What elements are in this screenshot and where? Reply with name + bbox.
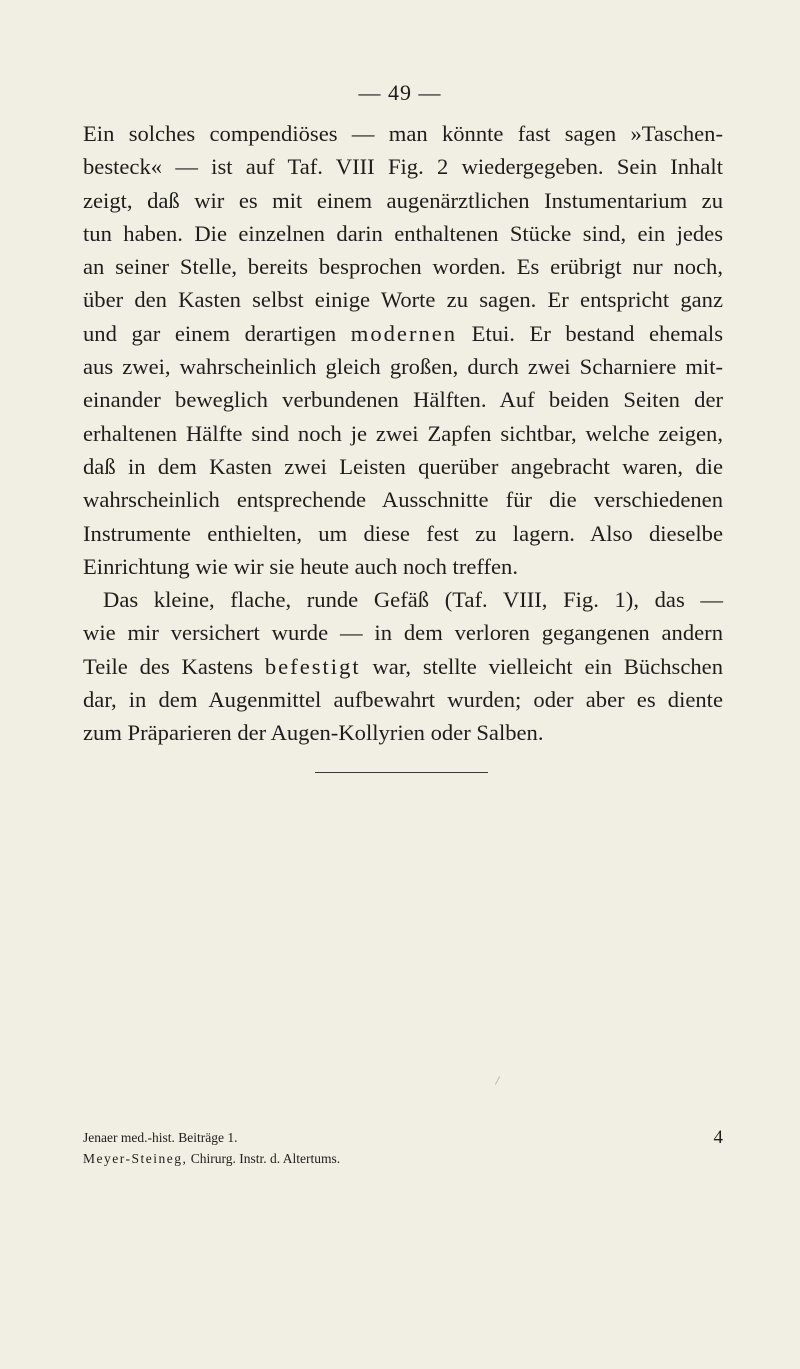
text-line: aus zwei, wahrscheinlich gleich großen, durch zwei Scharniere mit-: [83, 354, 723, 380]
footer-series: Jenaer med.-hist. Beiträge 1.: [83, 1130, 238, 1145]
footer-work: Chirurg. Instr. d. Altertums.: [190, 1151, 341, 1166]
separator-rule: [315, 772, 488, 773]
text-segment: Etui. Er bestand ehemals: [471, 320, 723, 346]
body-text: [83, 117, 723, 750]
text-line: zum Präparieren der Augen-Kollyrien oder Salben.: [83, 720, 544, 746]
text-line: einander beweglich verbundenen Hälften. Auf beiden Seiten der: [83, 387, 723, 413]
text-segment: war, stellte vielleicht ein Büchschen: [372, 653, 723, 679]
sheet-signature: 4: [713, 1127, 723, 1148]
text-line: zeigt, daß wir es mit einem augenärztlichen Instumentarium zu: [83, 187, 723, 213]
text-line: Das kleine, flache, runde Gefäß (Taf. VIII, Fig. 1), das —: [103, 587, 723, 613]
text-line: erhaltenen Hälfte sind noch je zwei Zapfen sichtbar, welche zeigen,: [83, 420, 723, 446]
footer-author: Meyer-Steineg,: [83, 1151, 188, 1166]
emphasized-word: befestigt: [264, 653, 361, 679]
text-line: über den Kasten selbst einige Worte zu sagen. Er entspricht ganz: [83, 287, 723, 313]
text-segment: Teile des Kastens: [83, 653, 254, 679]
text-line: an seiner Stelle, bereits besprochen worden. Es erübrigt nur noch,: [83, 254, 723, 280]
stray-mark: [495, 1076, 500, 1084]
text-line: besteck« — ist auf Taf. VIII Fig. 2 wiedergegeben. Sein Inhalt: [83, 154, 723, 180]
footer-citation: [83, 1148, 723, 1169]
text-line: Einrichtung wie wir sie heute auch noch treffen.: [83, 553, 518, 579]
text-line: [83, 650, 723, 683]
text-line: daß in dem Kasten zwei Leisten querüber angebracht waren, die: [83, 453, 723, 479]
emphasized-word: modernen: [350, 320, 458, 346]
page-number: — 49 —: [358, 80, 442, 105]
text-line: dar, in dem Augenmittel aufbewahrt wurden; oder aber es diente: [83, 687, 723, 713]
text-line: Instrumente enthielten, um diese fest zu lagern. Also dieselbe: [83, 520, 723, 546]
text-line: [83, 317, 723, 350]
signature-footer: [83, 1127, 723, 1169]
text-line: wie mir versichert wurde — in dem verloren gegangenen andern: [83, 620, 723, 646]
text-line: wahrscheinlich entsprechende Ausschnitte für die verschiedenen: [83, 487, 723, 513]
text-line: Ein solches compendiöses — man könnte fast sagen »Taschen-: [83, 121, 723, 146]
text-segment: und gar einem derartigen: [83, 320, 337, 346]
text-line: tun haben. Die einzelnen darin enthaltenen Stücke sind, ein jedes: [83, 220, 723, 246]
